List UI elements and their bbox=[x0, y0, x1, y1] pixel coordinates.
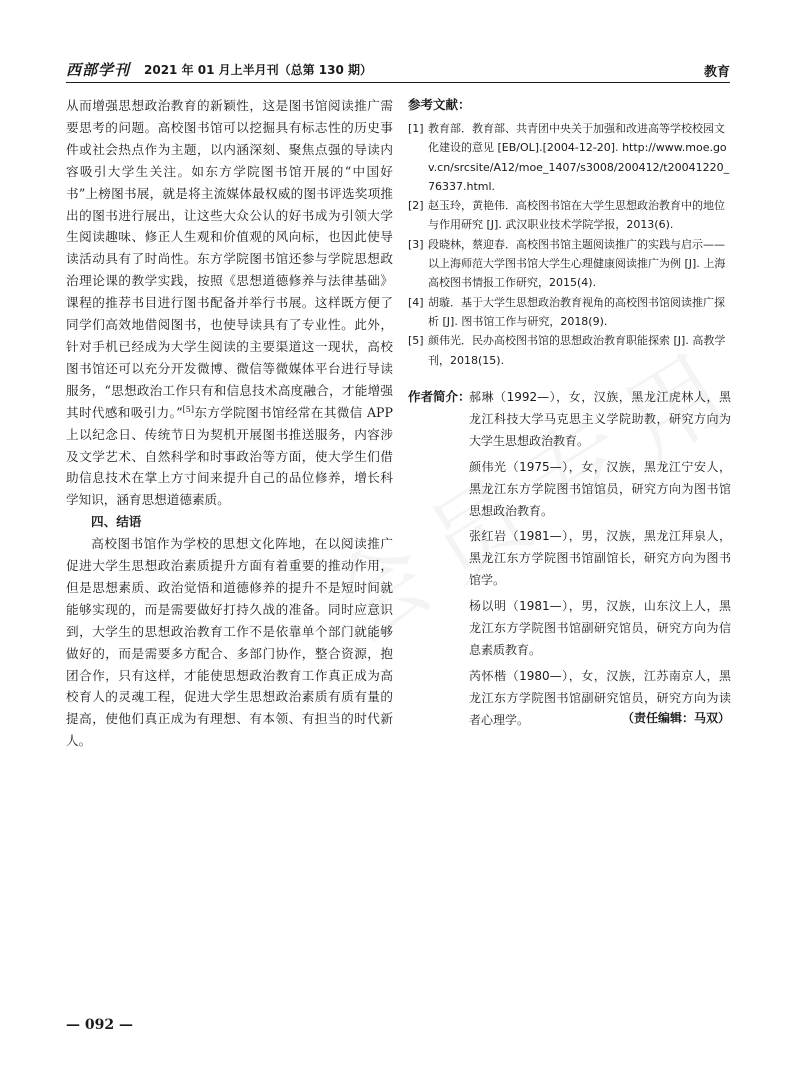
references-section bbox=[408, 95, 730, 370]
author-bio-label: 作者简介： bbox=[408, 389, 471, 404]
references-heading: 参考文献： bbox=[408, 97, 471, 112]
reference-item: [2] 赵玉玲，黄艳伟．高校图书馆在大学生思想政治教育中的地位与作用研究 [J]. 武汉职业技术学院学报，2013(6). bbox=[408, 199, 725, 232]
section-heading: 四、结语 bbox=[91, 514, 142, 530]
responsible-editor: （责任编辑：马双） bbox=[621, 711, 730, 725]
reference-list bbox=[408, 119, 730, 370]
citation-marker: [5] bbox=[182, 404, 194, 414]
author-bio: 郝琳（1992—），女，汉族，黑龙江虎林人，黑龙江科技大学马克思主义学院助教，研究方向为大学生思想政治教育。 bbox=[469, 390, 731, 448]
body-paragraph: 从而增强思想政治教育的新颖性，这是图书馆阅读推广需要思考的问题。高校图书馆可以挖掘具有标志性的历史事件或社会热点作为主题，以内涵深刻、聚焦点强的导读内容吸引大学生关注。如东方学院图书馆开展的“中国好书”上榜图书展，就是将主流媒体最权威的图书评选奖项推出的图书进行展出，让这些大众公认的好书成为引领大学生阅读趣味、修正人生观和价值观的风向标，也因此使导读活动具有了时尚性。东方学院图书馆还参与学院思想政治理论课的教学实践，按照《思想道德修养与法律基础》课程的推荐书目进行图书配备并举行书展。这样既方便了同学们高效地借阅图书，也使导读具有了专业性。此外，针对手机已经成为大学生阅读的主要渠道这一现状，高校图书馆还可以充分开发微博、微信等微媒体平台进行导读服务，“思想政治工作只有和信息技术高度融合，才能增强其时代感和吸引力。”[5]东方学院图书馆经常在其微信 APP 上以纪念日、传统节日为契机开展图书推送服务，内容涉及文学艺术、自然科学和时事政治等方面，使大学生们借助信息技术在掌上方寸间来提升自己的品位修养，增长科学知识，涵育思想道德素质。 bbox=[66, 98, 394, 508]
author-bio: 芮怀楷（1980—），女，汉族，江苏南京人，黑龙江东方学院图书馆副研究馆员，研究方向为读者心理学。 bbox=[469, 668, 731, 727]
reference-item: [1] 教育部．教育部、共青团中央关于加强和改进高等学校校园文化建设的意见 [EB/OL].[2004-12-20]. http://www.moe.gov.cn/srcsite/A12/moe_1407/s3008/200412/t20041220_76337.html. bbox=[408, 122, 730, 193]
author-bio: 颜伟光（1975—），女，汉族，黑龙江宁安人，黑龙江东方学院图书馆馆员，研究方向为图书馆思想政治教育。 bbox=[469, 459, 731, 518]
reference-item: [3] 段晓林，蔡迎春．高校图书馆主题阅读推广的实践与启示——以上海师范大学图书馆大学生心理健康阅读推广为例 [J]. 上海高校图书情报工作研究，2015(4). bbox=[408, 237, 726, 290]
author-bio: 杨以明（1981—），男，汉族，山东汶上人，黑龙江东方学院图书馆副研究馆员，研究方向为信息素质教育。 bbox=[469, 599, 731, 657]
issue-info: 2021 年 01 月上半月刊（总第 130 期） bbox=[144, 63, 373, 77]
author-list bbox=[469, 387, 731, 736]
reference-item: [5] 颜伟光．民办高校图书馆的思想政治教育职能探索 [J]. 高教学刊，2018(15). bbox=[408, 334, 726, 367]
running-header bbox=[66, 58, 730, 78]
page-number: — 092 — bbox=[66, 1017, 133, 1033]
main-text-column bbox=[66, 95, 393, 752]
conclusion-paragraph: 高校图书馆作为学校的思想文化阵地，在以阅读推广促进大学生思想政治素质提升方面有着重要的推动作用，但是思想素质、政治觉悟和道德修养的提升不是短时间就能够实现的，而是需要做好打持久战的准备。同时应意识到，大学生的思想政治教育工作不是依靠单个部门就能够做好的，而是需要多方配合、多部门协作，整合资源，抱团合作，只有这样，才能使思想政治教育工作真正成为高校育人的灵魂工程，促进大学生思想政治素质有质有量的提高，使他们真正成为有理想、有本领、有担当的时代新人。 bbox=[66, 536, 393, 749]
author-bio: 张红岩（1981—），男，汉族，黑龙江拜泉人，黑龙江东方学院图书馆副馆长，研究方向为图书馆学。 bbox=[469, 529, 731, 588]
journal-name: 西部学刊 bbox=[66, 61, 131, 79]
section-name: 教育 bbox=[703, 65, 730, 80]
header-rule bbox=[66, 82, 730, 83]
reference-item: [4] 胡璇．基于大学生思想政治教育视角的高校图书馆阅读推广探析 [J]. 图书馆工作与研究，2018(9). bbox=[408, 295, 725, 328]
